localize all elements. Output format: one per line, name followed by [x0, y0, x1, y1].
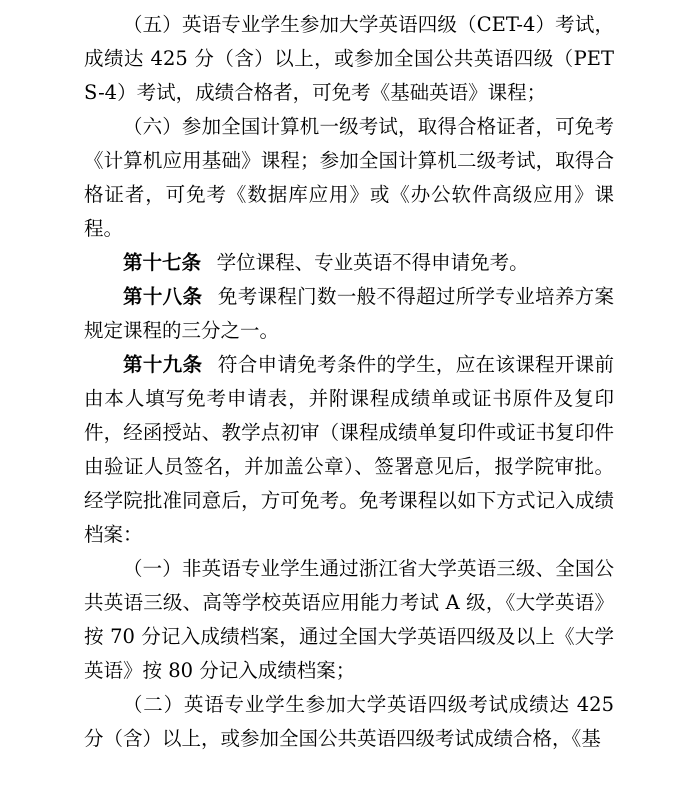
document-page — [84, 8, 614, 756]
paragraph-text: （五）英语专业学生参加大学英语四级（CET-4）考试，成绩达 425 分（含）以上，或参加全国公共英语四级（PETS-4）考试，成绩合格者，可免考《基础英语》课程； — [84, 13, 614, 104]
paragraph-text: （六）参加全国计算机一级考试，取得合格证者，可免考《计算机应用基础》课程；参加全国计算机二级考试，取得合格证者，可免考《数据库应用》或《办公软件高级应用》课程。 — [84, 115, 614, 240]
paragraph-text: （二）英语专业学生参加大学英语四级考试成绩达 425 分（含）以上，或参加全国公共英语四级考试成绩合格，《基 — [84, 693, 614, 750]
paragraph-sub-1 — [84, 552, 614, 688]
article-heading: 第十八条 — [123, 285, 203, 308]
article-heading: 第十七条 — [123, 251, 202, 274]
paragraph-item-5 — [84, 8, 614, 110]
article-17 — [84, 246, 614, 280]
paragraph-sub-2 — [84, 688, 614, 756]
paragraph-text: （一）非英语专业学生通过浙江省大学英语三级、全国公共英语三级、高等学校英语应用能力考试 A 级，《大学英语》按 70 分记入成绩档案，通过全国大学英语四级及以上《大学英语》按 80 分记入成绩档案； — [84, 557, 614, 682]
paragraph-item-6 — [84, 110, 614, 246]
article-18 — [84, 280, 614, 348]
article-19 — [84, 348, 614, 552]
paragraph-text: 免考课程门数一般不得超过所学专业培养方案规定课程的三分之一。 — [84, 285, 614, 342]
paragraph-text: 学位课程、专业英语不得申请免考。 — [216, 251, 529, 274]
paragraph-text: 符合申请免考条件的学生，应在该课程开课前由本人填写免考申请表，并附课程成绩单或证书原件及复印件，经函授站、教学点初审（课程成绩单复印件或证书复印件由验证人员签名，并加盖公章）、签署意见后，报学院审批。经学院批准同意后，方可免考。免考课程以如下方式记入成绩档案： — [84, 353, 614, 546]
article-heading: 第十九条 — [123, 353, 203, 376]
